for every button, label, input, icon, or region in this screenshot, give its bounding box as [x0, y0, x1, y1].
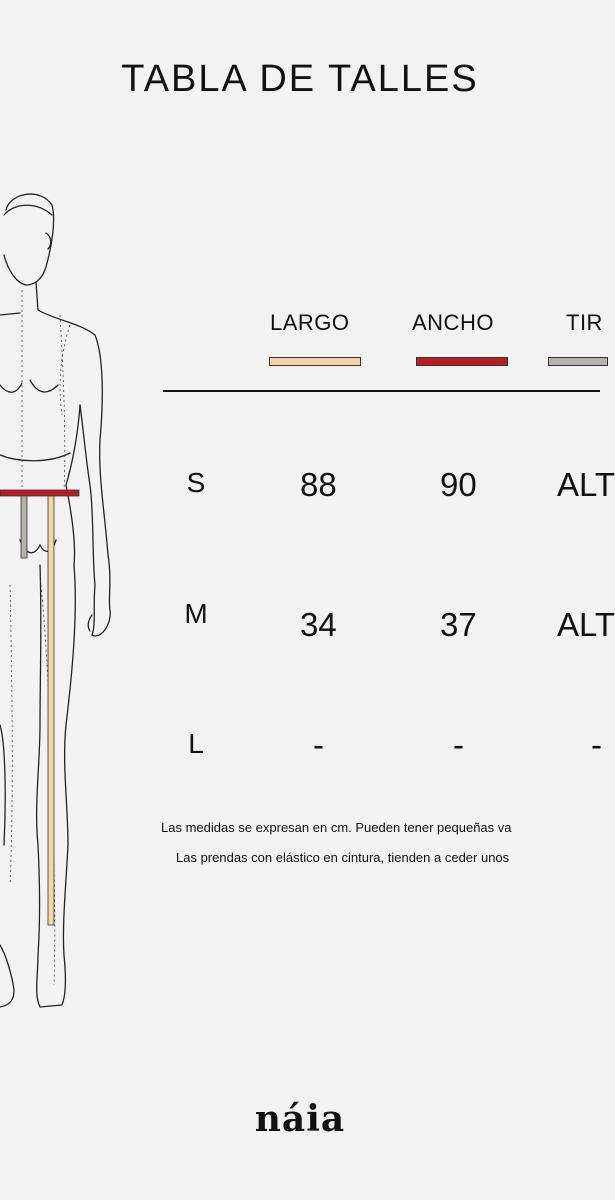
cell-m-ancho: 37 — [440, 606, 477, 643]
largo-color-swatch — [269, 357, 361, 366]
note-measurements: Las medidas se expresan en cm. Pueden tener pequeñas va — [161, 820, 512, 835]
cell-m-tiro: ALT — [557, 606, 615, 643]
cell-m-largo: 34 — [300, 606, 337, 643]
size-label-l: L — [188, 728, 204, 759]
header-divider — [163, 390, 600, 392]
page-title: TABLA DE TALLES — [121, 58, 479, 100]
cell-s-tiro: ALT — [557, 466, 615, 503]
cell-l-largo: - — [313, 726, 324, 763]
column-header-tiro: TIR — [566, 310, 603, 335]
brand-logo: náia — [254, 1098, 346, 1140]
tiro-bar — [21, 493, 27, 558]
cell-s-ancho: 90 — [440, 466, 477, 503]
size-label-s: S — [186, 467, 206, 498]
cell-s-largo: 88 — [300, 466, 337, 503]
ancho-bar — [0, 490, 79, 496]
size-label-m: M — [184, 598, 208, 629]
tiro-color-swatch — [548, 357, 608, 366]
cell-l-ancho: - — [453, 726, 464, 763]
cell-l-tiro: - — [591, 726, 602, 763]
column-header-largo: LARGO — [270, 310, 350, 335]
ancho-color-swatch — [416, 357, 508, 366]
largo-bar — [48, 493, 54, 925]
note-elastic: Las prendas con elástico en cintura, tienden a ceder unos — [176, 850, 510, 865]
column-header-ancho: ANCHO — [412, 310, 494, 335]
body-figure-illustration — [0, 185, 125, 1015]
